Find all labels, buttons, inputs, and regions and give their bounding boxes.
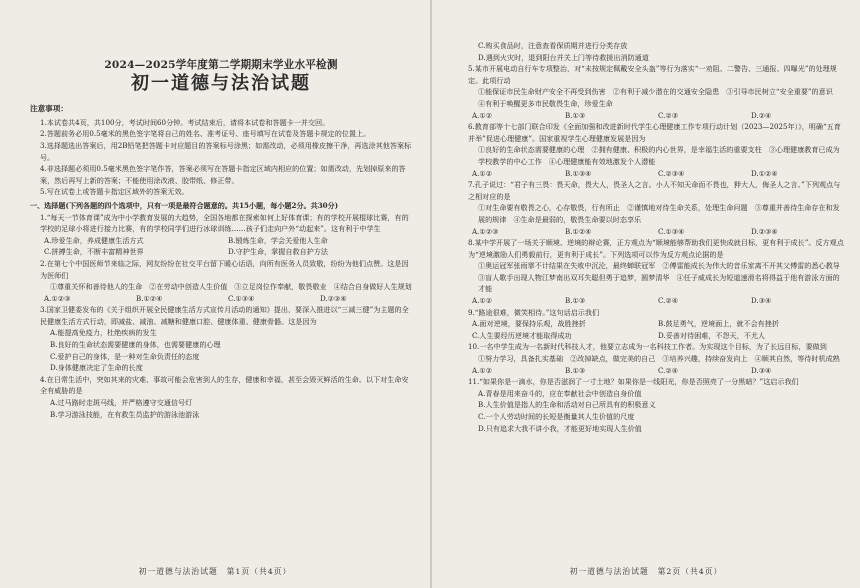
question-10-options [458,365,844,377]
option: D.只有追求大我不讲小我，才能更好地实现人生价值 [478,423,642,433]
option: B.①③ [565,365,586,375]
option: B.锻炼生命，学会关爱他人生命 [228,235,328,245]
option: B.①②④ [565,226,592,236]
notice-item: 2.答题前务必用0.5毫米的黑色签字笔将自己的姓名、准考证号、座号填写在试卷及答题卡规定的位置上。 [40,129,371,139]
question-1-stem: 1.“每天一节体育课”成为中小学教育发展的大趋势，全国各地都在探索如何上好体育课；有的学校开展棍球比赛，有的学校的足球小将进行接力比赛，有的学校同学们进行冰球训练……孩子们走向户外“动起来”。这有利于中学生 [40,212,409,234]
option: D.②③④ [320,293,347,303]
question-1-options [30,235,412,247]
question-2-stem: 2.在第七个中国医师节来临之际，网友纷纷在社交平台留下暖心话语，向所有医务人员致敬，纷纷为他们点赞。这是因为医师们 [40,258,409,280]
option: D.①②④ [751,168,778,178]
notice-item: 3.选择题选出答案后，用2B铅笔把答题卡对应题目的答案标号涂黑；如需改动，必须用橡皮擦干净，再选涂其他答案标号。 [40,140,412,162]
option: C.②③ [658,110,679,120]
question-9-options [458,318,844,330]
option: A.①② [472,296,493,306]
question-6-options [458,168,844,180]
option: D.身体健康决定了生命的长度 [50,363,143,373]
option: B.良好的生命状态需要健康的身体，也需要健康的心理 [50,340,221,350]
page-1-content [30,60,412,420]
option: A.过马路时走斑马线，并严格遵守交通信号灯 [50,398,193,408]
question-6-stem: 6.教育部等十七部门联合印发《全面加强和改进新时代学生心理健康工作专项行动计划（2023—2025年）》，明确“五育并举”促进心理健康”。国家重视学生心理健康发展是因为 [468,122,841,143]
option: B.学习游泳技能，在有救生员监护的游泳池游泳 [50,409,200,419]
notice-heading: 注意事项： [30,104,68,114]
option: D.遇到火灾时，退到阳台并关上门等待救援出消防通道 [478,52,649,62]
option: D.②③④ [751,226,778,236]
option: C.②④ [658,296,679,306]
exam-year-line: 2024—2025学年度第二学期期末学业水平检测 [104,59,338,71]
page-1-footer: 初一道德与法治试题 第1页（共4页） [138,567,292,577]
question-6-items: ①良好的生命状态需要健康的心理 ②拥有健康、积极的内心世界，是幸福生活的重要支柱 ③心理健康教育已成为学校教学的中心工作 ④心理健康能有效地激发个人潜能 [478,145,840,166]
option: A.①② [472,365,493,375]
exam-title: 初一道德与法治试题 [131,72,311,94]
option: D.守护生命，掌握自救自护方法 [228,247,328,257]
option: A.①②③ [472,226,499,236]
question-7-stem: 7.孔子说过：“君子有三畏：畏天命，畏大人，畏圣人之言。小人不知天命而不畏也，狎大人，侮圣人之言。”下列观点与之相对应的是 [468,180,841,201]
option: D.妥善对待困难，不怨天，不尤人 [658,330,766,340]
option: C.人生要经历逆境才能取得成功 [472,330,572,340]
question-5-items: ①能保证市民生命财产安全不再受到伤害 ②有利于减少潜在的交通安全隐患 ③引导市民树立“安全重要”的意识 ④有利于唤醒更多市民敬畏生命，珍爱生命 [478,87,840,108]
option: D.②④ [751,110,772,120]
option: B.①③ [565,110,586,120]
question-7-items: ①对生命要有敬畏之心，心存敬畏，行有所止 ②谨慎地对待生命关系，处理生命问题 ③尊重并善待生命存在和发展的规律 ④生命是最弱的，敬畏生命要以时态享乐 [478,203,840,224]
section-heading: 一、选择题(下列各题的四个选项中，只有一项是最符合题意的。共15小题，每小题2分。共30分) [30,200,339,210]
question-10-stem: 10.一名中学生成为一名新时代科技人才，他要立志成为一名科技工作者。为实现这个目标，为了长远目标，要做到 [468,342,827,352]
question-2-options [30,293,412,305]
option: B.①③④ [565,168,592,178]
option: A.①② [472,110,493,120]
option: B.人生价值是指人的生命和活动对自己所具有的积极意义 [478,400,656,410]
question-8-stem: 8.某中学开展了一场关于顺境、逆境的辩论赛，正方观点为“顺境能够帮助我们更快成就目标，更有利于成长”。反方观点为“逆境激励人们勇毅前行，更有利于成长”。下列选项可以作为反方观点论据的是 [468,238,844,259]
question-8-items: ①奥运冠军张雨霏不计结果在失败中沉沦，最终蝉联冠军 ②傅雷能成长为伟大的音乐家离不开其父傅雷的悉心教导 ③盲人歌手出现人物江梦南出双耳失聪但勇于追梦，圆梦清华 ④任子威成长为短道速滑名将得益于他有游泳方面的才能 [478,261,847,294]
question-3-stem: 3.国家卫健委发布的《关于组织开展全民健康生活方式宣传月活动的通知》提出，要深入推进以“三减三健”为主题的全民健康生活方式行动，即减盐、减油、减糖和健康口腔、健康体重、健康骨骼。这是因为 [40,305,409,326]
option: B.①②④ [136,293,163,303]
question-9-options [458,330,844,342]
option: A.①② [472,168,493,178]
option: C.①③④ [228,293,255,303]
page-2-footer: 初一道德与法治试题 第2页（共4页） [569,567,723,577]
question-7-options [458,226,844,238]
option: A.珍爱生命，养成健康生活方式 [44,235,144,245]
option: A.青春是用来奋斗的，应在奉献社会中创造自身价值 [478,388,642,398]
question-5-options [458,110,844,122]
option: C.一个人劳动时间的长短是衡量其人生价值的尺度 [478,412,635,421]
option: B.①③ [565,296,586,306]
question-8-options [458,295,844,307]
option: C.②④ [658,365,679,375]
notice-item: 1.本试卷共4页，共100分，考试时间60分钟。考试结束后，请将本试卷和答题卡一并交回。 [40,117,330,127]
option: A.能提高免疫力，杜绝疾病的发生 [50,328,157,338]
notice-item: 5.写在试卷上或答题卡指定区域外的答案无效。 [40,187,189,197]
question-5-stem: 5.某市开展电动自行车专项整治，对“未按规定佩戴安全头盔”等行为落实“一劝阻、二警告、三通报、四曝光”的处理规定。此项行动 [468,64,837,85]
option: C.①③④ [658,226,685,236]
option: C.拼搏生命，不断丰富精神世界 [44,247,144,257]
page-2 [432,0,860,588]
question-9-stem: 9.“路途很难，微笑相待。”这句话启示我们 [468,307,600,317]
option: C.②③④ [658,168,685,178]
question-10-items: ①努力学习，具备扎实基础 ②改掉缺点，做完美的自己 ③培养兴趣，持续奋发向上 ④顺其自然，等待时机成熟 [478,354,840,364]
question-11-stem: 11.“如果你是一滴水，你是否滋润了一寸土地？如果你是一线阳光，你是否照亮了一分黑暗？”这启示我们 [468,377,799,387]
notice-item: 4.非选择题必须用0.5毫米黑色签字笔作答，答案必须写在答题卡指定区域内相应的位置；如需改动，先划掉原来的答案，然后再写上新的答案；不能使用涂改液、胶带纸、修正带。 [40,164,406,185]
question-4-stem: 4.在日常生活中，突如其来的灾难、事故可能会危害到人的生存，健康和幸福，甚至会毁灭鲜活的生命。以下对生命安全有威胁的是 [40,374,409,396]
option: C.爱护自己的身体，是一种对生命负责任的态度 [50,351,200,361]
option: A.①②③ [44,293,71,303]
option: D.③④ [751,365,772,375]
option: D.③④ [751,296,772,306]
option: C.购买食品时，注意查看保质期并进行分类存放 [478,41,628,50]
option: B.鼓足勇气，逆境面上，就不会有挫折 [658,319,779,329]
option: A.面对逆境，要保持乐观，战胜挫折 [472,319,586,329]
page-2-content [458,40,847,434]
question-2-items: ①尊重关怀和善待他人的生命 ②在劳动中创造人生价值 ③立足岗位作奉献，敬畏敬业 ④结合自身做好人生规划 [50,282,412,292]
question-1-options [30,246,412,258]
